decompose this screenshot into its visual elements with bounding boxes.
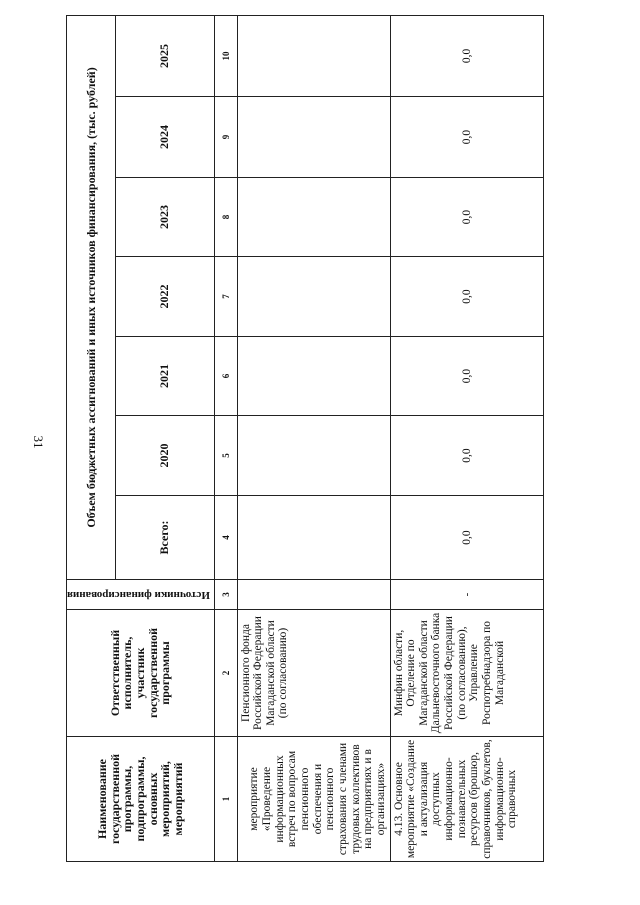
header-year-2021: 2021 [116, 337, 214, 416]
row-value-total: 0,0 [390, 496, 543, 580]
col-number: 3 [214, 580, 237, 610]
row-value-2024: 0,0 [390, 97, 543, 178]
table-row [237, 15, 390, 861]
header-year-2023: 2023 [116, 178, 214, 257]
col-number: 1 [214, 737, 237, 862]
header-year-2025: 2025 [116, 15, 214, 96]
row-executor-cell [237, 610, 390, 737]
col-number: 2 [214, 610, 237, 737]
row-value-2023 [237, 178, 390, 257]
header-year-2024: 2024 [116, 97, 214, 178]
row-executor-cell [390, 610, 543, 737]
col-number: 7 [214, 257, 237, 337]
header-source-text: Источники финансирования [67, 589, 210, 602]
row-name-cell [390, 737, 543, 862]
header-source [67, 580, 215, 610]
row-value-2022 [237, 257, 390, 337]
column-number-row [214, 15, 237, 861]
row-value-2025: 0,0 [390, 15, 543, 96]
rotated-table-container [66, 16, 519, 862]
row-name-text: мероприятие «Проведение информационных встреч по вопросам пенсионного обеспечения и пенсионного страхования с членами трудовых коллективов на предприятиях и в организациях» [248, 742, 387, 856]
col-number: 10 [214, 15, 237, 96]
funding-table [66, 15, 544, 862]
row-value-2024 [237, 97, 390, 178]
table-row [390, 15, 543, 861]
col-number: 4 [214, 496, 237, 580]
col-number: 6 [214, 337, 237, 416]
row-value-2020: 0,0 [390, 416, 543, 496]
row-value-total [237, 496, 390, 580]
row-executor-text: Минфин области, Отделение по Магаданской области Дальневосточного банка Российской Федерации (по согласованию), Управление Роспотребнадзора по Магаданской [392, 612, 506, 734]
header-name: Наименование государственной программы, подпрограммы, основных мероприятий, мероприятий [67, 737, 215, 862]
row-value-2025 [237, 15, 390, 96]
row-name-cell [237, 737, 390, 862]
header-funding-title: Объем бюджетных ассигнований и иных источников финансирования, (тыс. рублей) [67, 15, 116, 579]
header-year-2020: 2020 [116, 416, 214, 496]
row-source: - [390, 580, 543, 610]
row-value-2022: 0,0 [390, 257, 543, 337]
row-name-text: 4.13. Основное мероприятие «Создание и актуализация доступных информационно-познавательных ресурсов (брошюр, справочников, буклетов, информационно-справочных [392, 739, 519, 859]
row-value-2020 [237, 416, 390, 496]
row-value-2021 [237, 337, 390, 416]
header-total: Всего: [116, 496, 214, 580]
header-year-2022: 2022 [116, 257, 214, 337]
page-number: 31 [31, 435, 46, 449]
row-executor-text: Пенсионного фонда Российской Федерации Магаданской области (по согласованию) [239, 616, 290, 730]
row-source [237, 580, 390, 610]
col-number: 9 [214, 97, 237, 178]
row-value-2021: 0,0 [390, 337, 543, 416]
col-number: 8 [214, 178, 237, 257]
row-value-2023: 0,0 [390, 178, 543, 257]
header-executor: Ответственный исполнитель, участник государственной программы [67, 610, 215, 737]
col-number: 5 [214, 416, 237, 496]
